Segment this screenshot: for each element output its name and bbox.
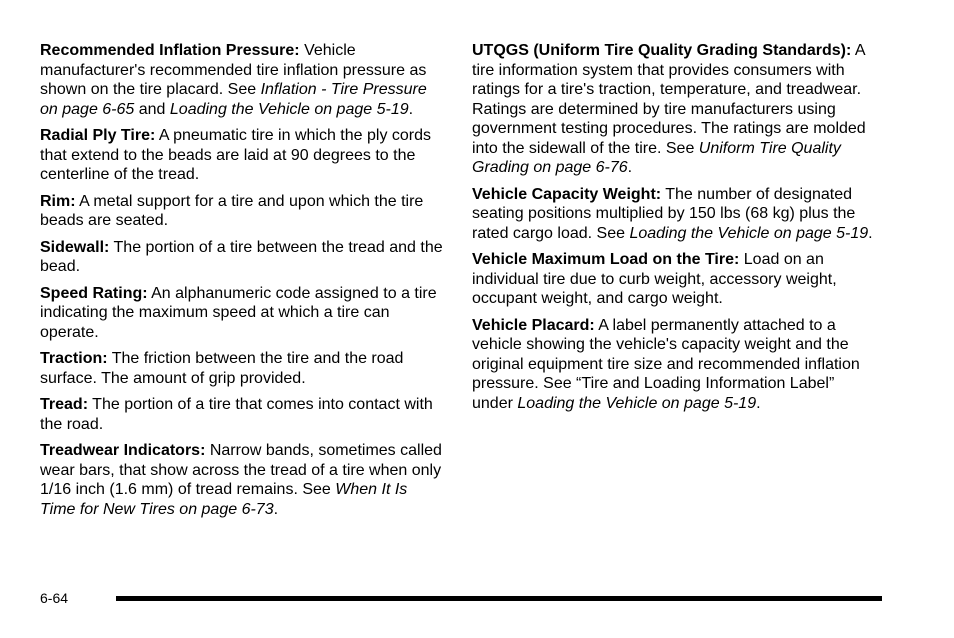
glossary-term: Tread: — [40, 396, 89, 413]
glossary-entry-utqgs — [472, 41, 876, 178]
left-column — [40, 41, 444, 526]
glossary-definition: Narrow bands, sometimes called wear bars, that show across the tread of a tire when only 1/16 inch (1.6 mm) of tread remains. See — [40, 442, 442, 498]
glossary-term: Speed Rating: — [40, 284, 148, 302]
glossary-term: Sidewall: — [40, 238, 110, 256]
glossary-term: Recommended Inflation Pressure: — [40, 42, 300, 59]
glossary-definition-joiner: and — [134, 100, 170, 118]
footer-rule-divider — [116, 596, 882, 601]
glossary-definition: The friction between the tire and the road surface. The amount of grip provided. — [40, 350, 404, 387]
glossary-definition-end: . — [408, 100, 414, 118]
glossary-definition: The number of designated seating positions multiplied by 150 lbs (68 kg) plus the rated cargo load. See — [472, 185, 856, 242]
glossary-definition: Load on an individual tire due to curb weight, accessory weight, occupant weight, and cargo weight. — [472, 251, 837, 307]
cross-reference-link[interactable]: Loading the Vehicle on page 5-19 — [517, 394, 757, 412]
glossary-definition-end: . — [756, 394, 761, 412]
glossary-entry-vehicle-maximum-load — [472, 250, 876, 309]
glossary-definition: The portion of a tire between the tread and the bead. — [40, 238, 443, 275]
glossary-definition: An alphanumeric code assigned to a tire indicating the maximum speed at which a tire can operate. — [40, 284, 437, 341]
glossary-definition: A pneumatic tire in which the ply cords that extend to the beads are laid at 90 degrees to the centerline of the tread. — [40, 127, 432, 183]
glossary-definition-end: . — [868, 224, 873, 242]
glossary-definition: The portion of a tire that comes into contact with the road. — [40, 396, 433, 433]
glossary-entry-traction — [40, 349, 444, 388]
glossary-term: Traction: — [40, 350, 108, 367]
glossary-entry-radial-ply-tire — [40, 126, 444, 185]
glossary-definition-end: . — [273, 500, 279, 518]
glossary-entry-tread — [40, 395, 444, 434]
cross-reference-link[interactable]: When It Is Time for New Tires on page 6-73 — [40, 481, 408, 518]
glossary-term: Rim: — [40, 192, 76, 210]
glossary-term: Vehicle Maximum Load on the Tire: — [472, 251, 740, 268]
glossary-definition: Vehicle manufacturer's recommended tire inflation pressure as shown on the tire placard. See — [40, 42, 427, 98]
glossary-term: Vehicle Placard: — [472, 316, 595, 334]
cross-reference-link[interactable]: Inflation - Tire Pressure on page 6-65 — [40, 81, 427, 118]
glossary-entry-rim — [40, 192, 444, 231]
cross-reference-link[interactable]: Uniform Tire Quality Grading on page 6-76 — [472, 139, 841, 176]
glossary-entry-sidewall — [40, 238, 444, 277]
glossary-term: Treadwear Indicators: — [40, 442, 206, 459]
glossary-entry-treadwear-indicators — [40, 441, 444, 519]
right-column — [472, 41, 876, 420]
glossary-definition-end: . — [627, 159, 633, 176]
glossary-term: Radial Ply Tire: — [40, 127, 156, 144]
page-number: 6-64 — [40, 590, 69, 606]
glossary-term: Vehicle Capacity Weight: — [472, 185, 662, 203]
glossary-entry-speed-rating — [40, 284, 444, 343]
glossary-entry-recommended-inflation-pressure — [40, 41, 444, 119]
glossary-entry-vehicle-placard — [472, 316, 876, 414]
cross-reference-link[interactable]: Loading the Vehicle on page 5-19 — [629, 224, 869, 242]
glossary-definition: A tire information system that provides consumers with ratings for a tire's traction, temperature, and treadwear. Ratings are determined by tire manufacturers using government testing procedures. The ratings are molded into the sidewall of the tire. See — [472, 42, 866, 157]
glossary-definition: A label permanently attached to a vehicle showing the vehicle's capacity weight and the original equipment tire size and recommended inflation pressure. See “Tire and Loading Information Label” under — [472, 316, 860, 412]
cross-reference-link[interactable]: Loading the Vehicle on page 5-19 — [169, 100, 409, 118]
glossary-entry-vehicle-capacity-weight — [472, 185, 876, 244]
glossary-term: UTQGS (Uniform Tire Quality Grading Standards): — [472, 42, 852, 59]
glossary-definition: A metal support for a tire and upon which the tire beads are seated. — [40, 192, 424, 229]
